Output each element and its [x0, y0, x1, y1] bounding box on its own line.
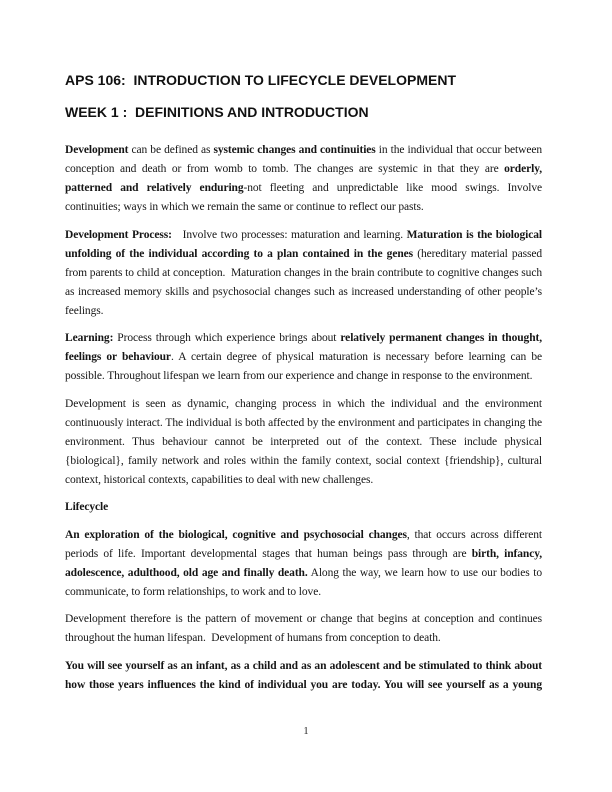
paragraph-lifecycle-exploration: An exploration of the biological, cognitive and psychosocial changes, that occurs across different periods of life. Important developmental stages that human beings pass through are birth, infancy, adolescence, adulthood, old age and finally death. Along the way, we learn how to use our bodies to communicate, to form relationships, to work and to love.	[65, 528, 542, 598]
section-heading-lifecycle: Lifecycle	[65, 501, 109, 513]
paragraph-dynamic-process: Development is seen as dynamic, changing process in which the individual and the environment continuously interact. The individual is both affected by the environment and participates in changing the environment. Thus behaviour cannot be interpreted out of the context. These include physical {biological}, family network and roles within the family context, social context {friendship}, cultural context, historical contexts, capabilities to deal with new challenges.	[65, 397, 542, 486]
course-title: APS 106: INTRODUCTION TO LIFECYCLE DEVELOPMENT	[65, 72, 457, 88]
page-number: 1	[303, 726, 309, 737]
paragraph-learning: Learning: Process through which experience brings about relatively permanent changes in thought, feelings or behaviour. A certain degree of physical maturation is necessary before learning can be possible. Throughout lifespan we learn from our experience and change in response to the environment.	[65, 332, 542, 382]
paragraph-development-definition: Development can be defined as systemic changes and continuities in the individual that occur between conception and death or from womb to tomb. The changes are systemic in that they are orderly, patterned and relatively enduring-not fleeting and unpredictable like mood swings. Involve continuities; ways in which we remain the same or continue to reflect our pasts.	[65, 144, 542, 213]
paragraph-development-pattern: Development therefore is the pattern of movement or change that begins at conception and continues throughout the human lifespan. Development of humans from conception to death.	[65, 613, 542, 644]
week-heading: WEEK 1 : DEFINITIONS AND INTRODUCTION	[65, 104, 369, 120]
paragraph-development-process: Development Process: Involve two processes: maturation and learning. Maturation is the biological unfolding of the individual according to a plan contained in the genes (hereditary material passed from parents to child at conception. Maturation changes in the brain contribute to cognitive changes such as increased memory skills and psychosocial changes such as increased understanding of other people’s feelings.	[65, 228, 542, 317]
document-content	[65, 71, 542, 703]
paragraph-you-will-see: You will see yourself as an infant, as a child and as an adolescent and be stimulated to think about how those years influences the kind of individual you are today. You will see yourself as a young	[65, 659, 542, 691]
